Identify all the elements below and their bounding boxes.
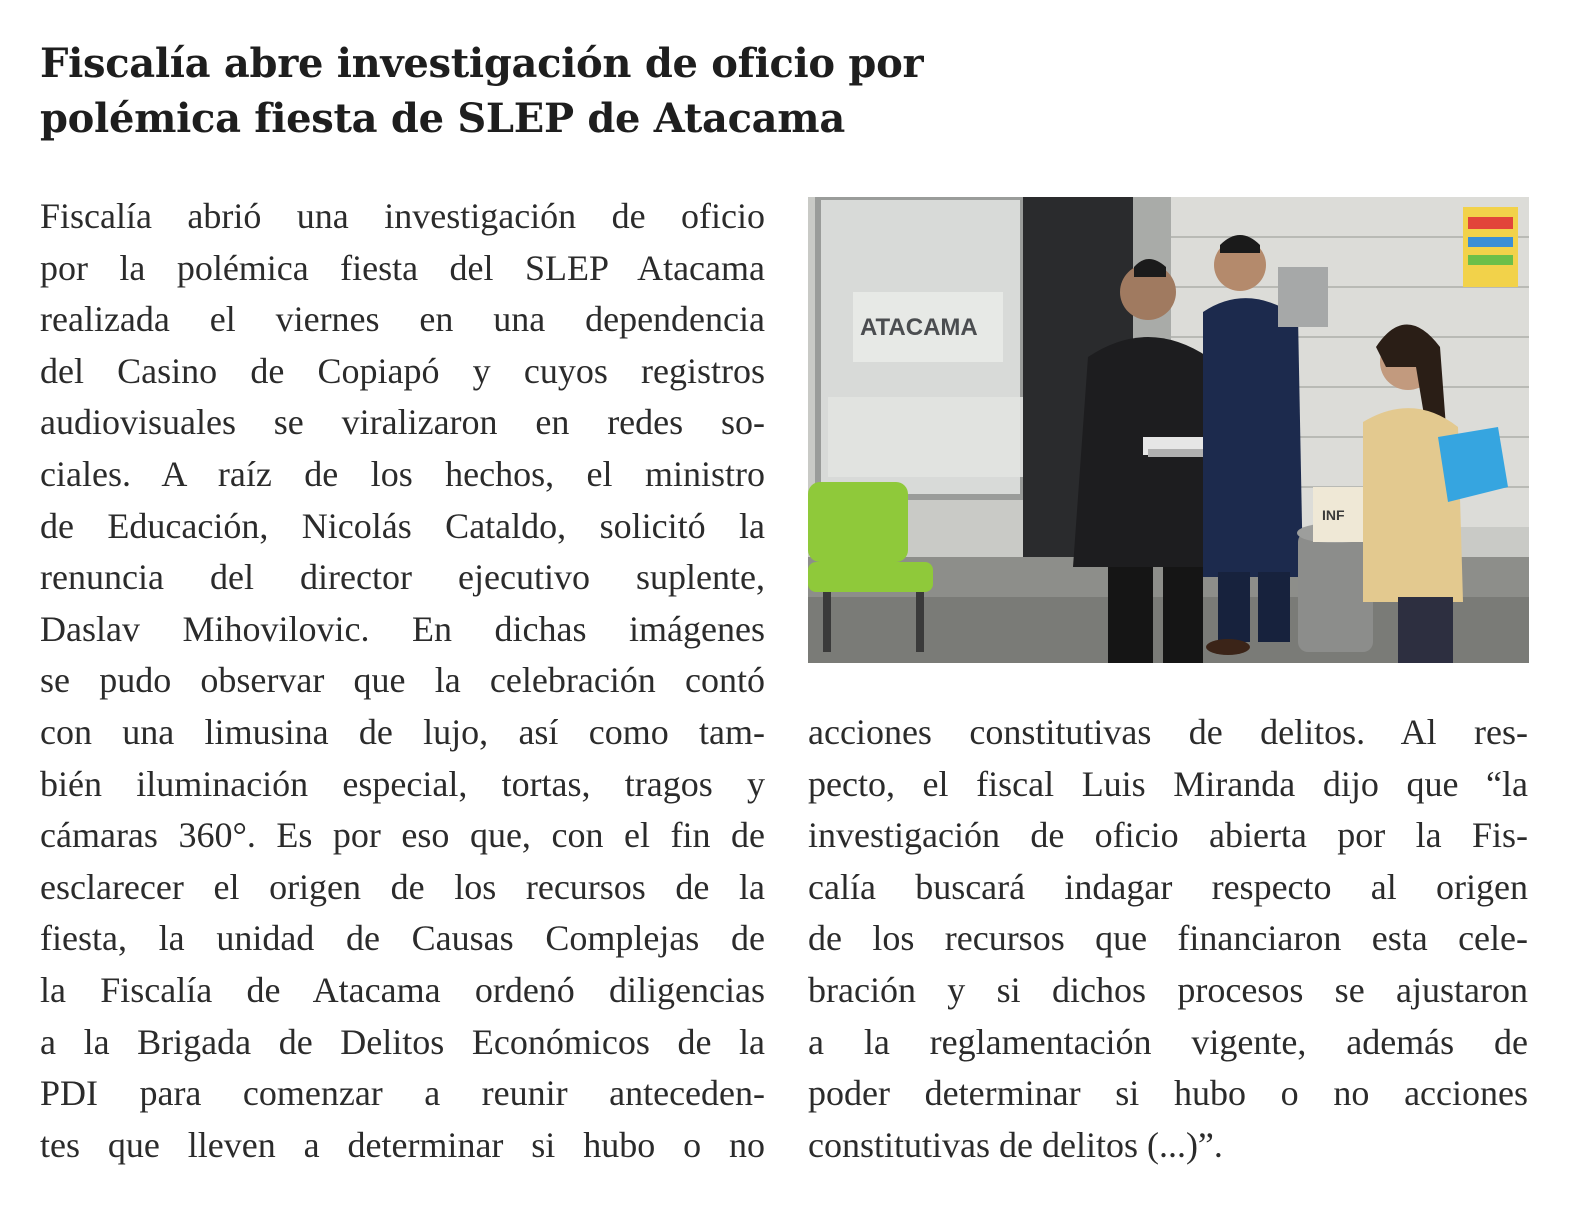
body-text-line: fiesta, la unidad de Causas Complejas de (40, 918, 765, 959)
body-text-line: ciales. A raíz de los hechos, el ministro (40, 453, 765, 494)
body-text-line: pecto, el fiscal Luis Miranda dijo que “la (808, 763, 1528, 804)
article-body-right-column (808, 707, 1528, 1171)
article-photo (808, 197, 1529, 663)
bag-text: INF (1322, 507, 1345, 523)
body-text-line: audiovisuales se viralizaron en redes so- (40, 402, 765, 443)
body-text-line: a la Brigada de Delitos Económicos de la (40, 1021, 765, 1062)
body-text-line: bración y si dichos procesos se ajustaron (808, 969, 1528, 1010)
headline-line: Fiscalía abre investigación de oficio por (40, 40, 924, 87)
body-text-line: renuncia del director ejecutivo suplente, (40, 557, 765, 598)
photo-illustration (808, 197, 1529, 663)
body-text-line: esclarecer el origen de los recursos de la (40, 866, 765, 907)
body-text-line: Daslav Mihovilovic. En dichas imágenes (40, 608, 765, 649)
body-text-line: de los recursos que financiaron esta cele- (808, 918, 1528, 959)
body-text-line: la Fiscalía de Atacama ordenó diligencias (40, 969, 765, 1010)
atacama-sign (853, 292, 1003, 362)
body-text-line: del Casino de Copiapó y cuyos registros (40, 350, 765, 391)
body-text-line: bién iluminación especial, tortas, tragos y (40, 763, 765, 804)
body-text-line: se pudo observar que la celebración contó (40, 660, 765, 701)
body-text-line: acciones constitutivas de delitos. Al res- (808, 712, 1528, 752)
article-body-left-column (40, 191, 765, 1171)
article-headline (40, 36, 1040, 146)
sign-text: ATACAMA (860, 314, 978, 341)
body-text-line: por la polémica fiesta del SLEP Atacama (40, 247, 765, 288)
body-text-line: cámaras 360°. Es por eso que, con el fin de (40, 815, 765, 856)
body-text-line: poder determinar si hubo o no acciones (808, 1073, 1528, 1114)
body-text-line: tes que lleven a determinar si hubo o no (40, 1124, 765, 1165)
body-text-line: investigación de oficio abierta por la Fis- (808, 815, 1528, 856)
body-text-line: calía buscará indagar respecto al origen (808, 866, 1528, 907)
body-text-line: realizada el viernes en una dependencia (40, 299, 765, 340)
body-text-line: de Educación, Nicolás Cataldo, solicitó la (40, 505, 765, 546)
body-text-line: Fiscalía abrió una investigación de oficio (40, 196, 765, 236)
body-text-line: con una limusina de lujo, así como tam- (40, 711, 765, 752)
body-text-line: PDI para comenzar a reunir anteceden- (40, 1073, 765, 1114)
headline-line: polémica fiesta de SLEP de Atacama (40, 95, 845, 142)
body-text-line: a la reglamentación vigente, además de (808, 1021, 1528, 1062)
body-text-line: constitutivas de delitos (...)”. (808, 1124, 1223, 1165)
